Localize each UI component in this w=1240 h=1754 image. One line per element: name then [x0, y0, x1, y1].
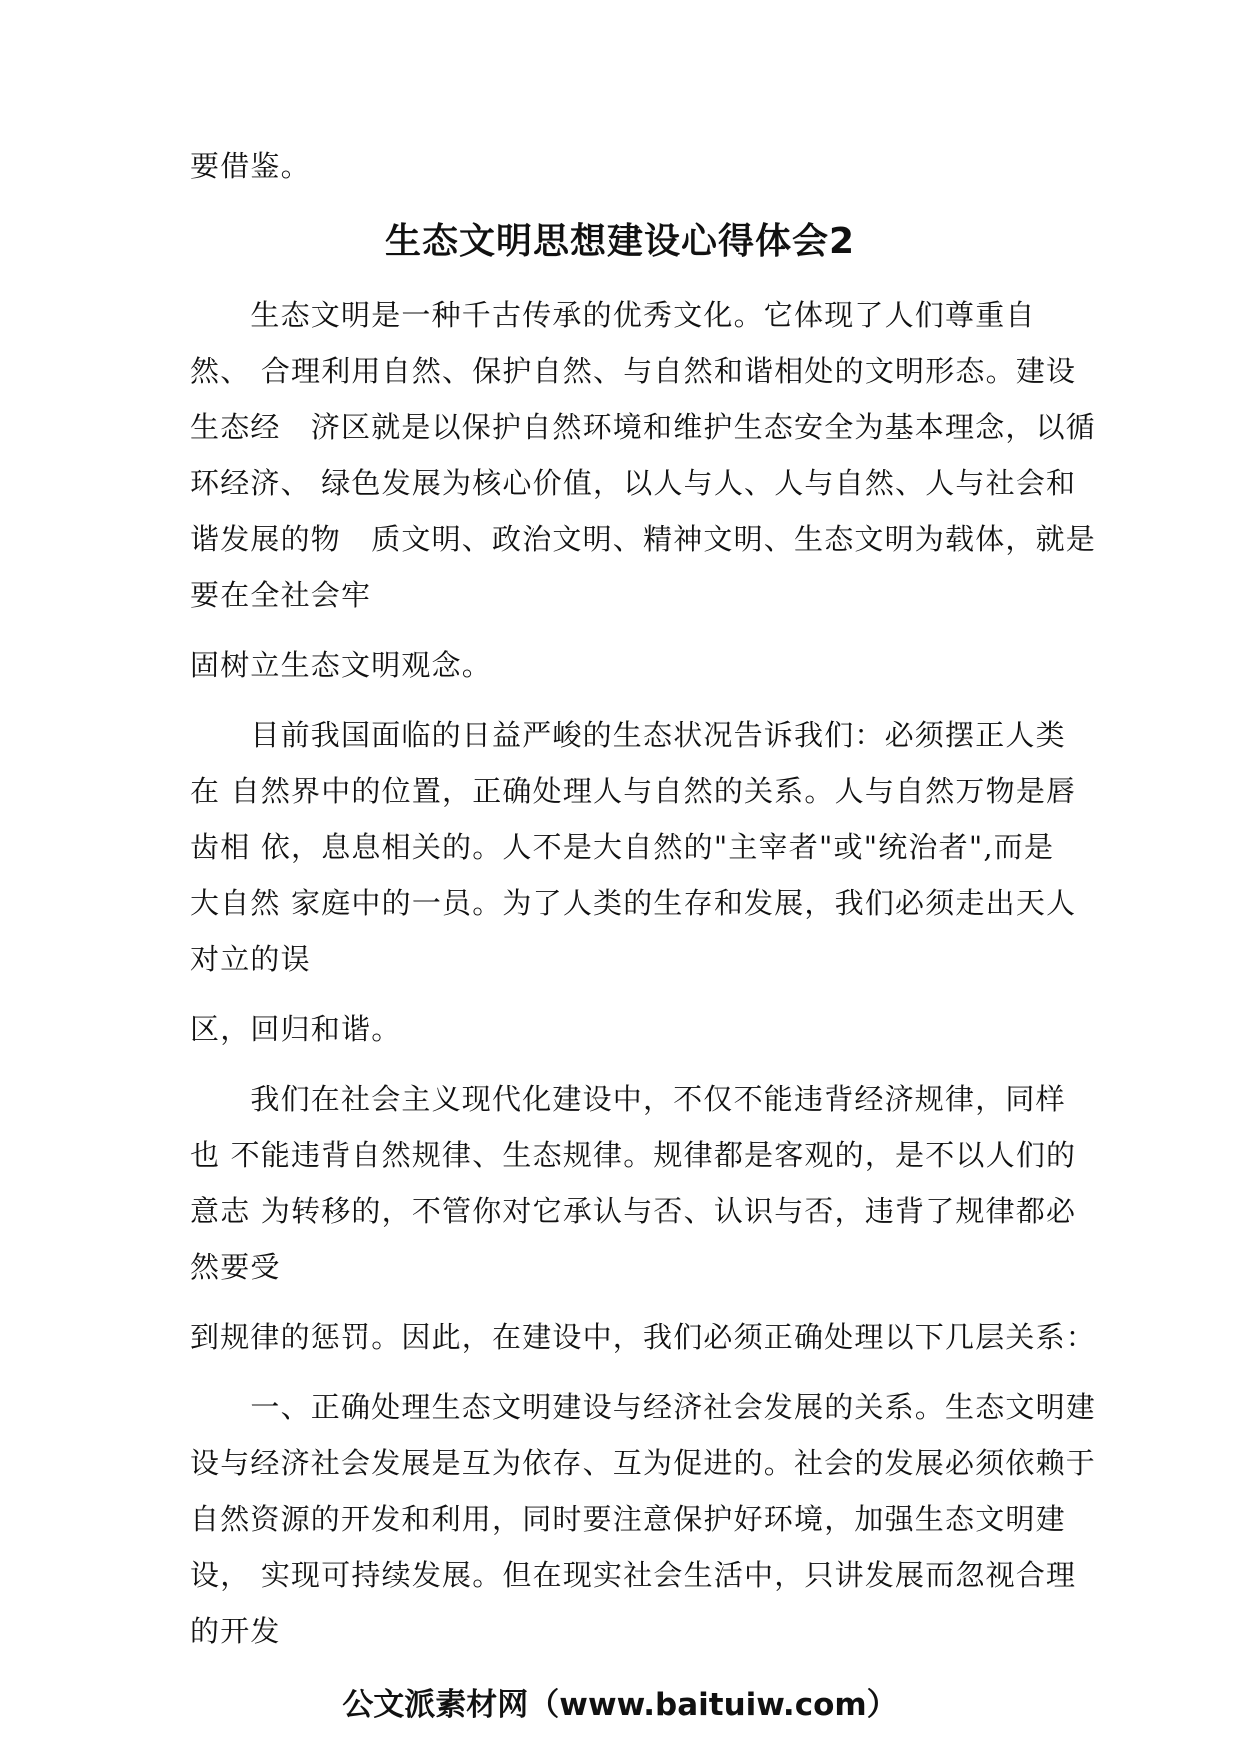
text-line: 到规律的惩罚。因此，在建设中，我们必须正确处理以下几层关系：: [190, 1320, 1097, 1354]
text-line: 的开发: [190, 1614, 281, 1648]
text-line: 设， 实现可持续发展。但在现实社会生活中，只讲发展而忽视合理: [190, 1558, 1077, 1592]
text-line: 意志 为转移的，不管你对它承认与否、认识与否，违背了规律都必: [190, 1194, 1077, 1228]
text-line: 谐发展的物 质文明、政治文明、精神文明、生态文明为载体，就是: [190, 522, 1097, 556]
text-line: 生态经 济区就是以保护自然环境和维护生态安全为基本理念，以循: [190, 410, 1097, 444]
page-title: 生态文明思想建设心得体会2: [384, 221, 856, 262]
text-line: 要在全社会牢: [190, 578, 372, 612]
text-line: 对立的误: [190, 942, 311, 976]
text-line: 一、正确处理生态文明建设与经济社会发展的关系。生态文明建: [190, 1390, 1097, 1424]
text-line: 环经济、 绿色发展为核心价值，以人与人、人与自然、人与社会和: [190, 466, 1077, 500]
text-line: 区，回归和谐。: [190, 1012, 402, 1046]
text-line: 设与经济社会发展是互为依存、互为促进的。社会的发展必须依赖于: [190, 1446, 1097, 1480]
text-line: 生态文明是一种千古传承的优秀文化。它体现了人们尊重自: [190, 298, 1036, 332]
text-line: 固树立生态文明观念。: [190, 648, 493, 682]
text-line: 我们在社会主义现代化建设中，不仅不能违背经济规律，同样: [190, 1082, 1066, 1116]
text-line: 自然资源的开发和利用，同时要注意保护好环境，加强生态文明建: [190, 1502, 1066, 1536]
text-line: 目前我国面临的日益严峻的生态状况告诉我们：必须摆正人类: [190, 718, 1066, 752]
site-footer: 公文派素材网（www.baituiw.com）: [342, 1687, 898, 1723]
text-line: 然、 合理利用自然、保护自然、与自然和谐相处的文明形态。建设: [190, 354, 1077, 388]
text-line: 大自然 家庭中的一员。为了人类的生存和发展，我们必须走出天人: [190, 886, 1077, 920]
lead-fragment: 要借鉴。: [190, 149, 311, 183]
text-line: 然要受: [190, 1250, 281, 1284]
text-line: 齿相 依，息息相关的。人不是大自然的"主宰者"或"统治者",而是: [190, 830, 1055, 864]
text-line: 在 自然界中的位置，正确处理人与自然的关系。人与自然万物是唇: [190, 774, 1077, 808]
text-line: 也 不能违背自然规律、生态规律。规律都是客观的，是不以人们的: [190, 1138, 1077, 1172]
